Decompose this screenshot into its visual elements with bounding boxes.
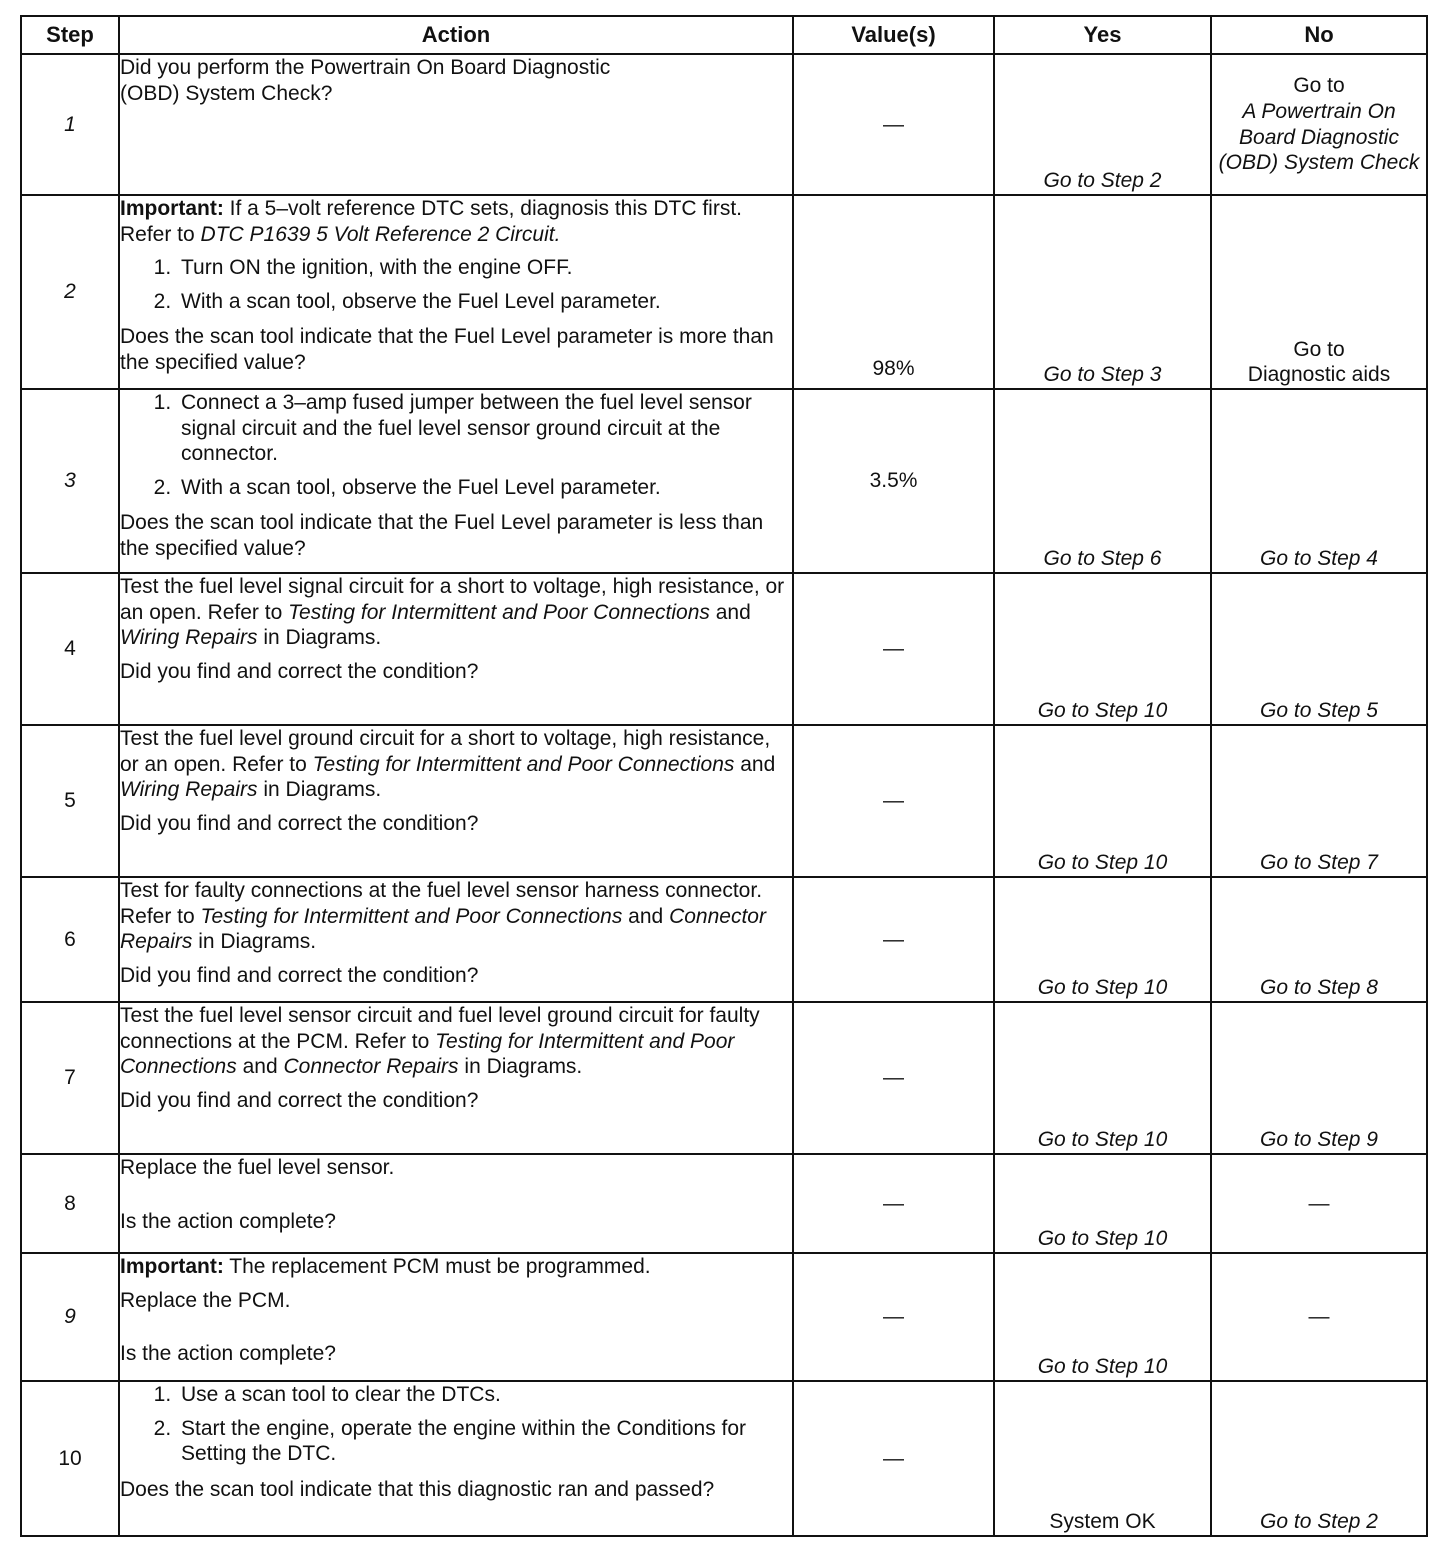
action-text: Did you perform the Powertrain On Board Diagnostic (OBD) System Check? bbox=[120, 56, 611, 105]
important-label: Important: bbox=[120, 197, 224, 220]
reference-link: Testing for Intermittent and Poor Connections bbox=[288, 600, 710, 624]
question-text: Is the action complete? bbox=[120, 1342, 336, 1366]
instruction-list bbox=[120, 255, 792, 314]
action-text bbox=[120, 1003, 792, 1080]
text-run: in Diagrams. bbox=[257, 778, 382, 802]
yes-cell: Go to Step 10 bbox=[994, 573, 1211, 725]
action-text: Replace the PCM. bbox=[120, 1288, 291, 1312]
table-row bbox=[21, 573, 1427, 725]
text-run: in Diagrams. bbox=[458, 1055, 583, 1079]
reference-link: Wiring Repairs bbox=[120, 778, 258, 802]
instruction-list bbox=[120, 390, 792, 500]
important-link: DTC P1639 5 Volt Reference 2 Circuit. bbox=[200, 222, 561, 246]
no-link: A Powertrain On Board Diagnostic (OBD) System Check bbox=[1218, 99, 1420, 175]
no-cell: Go to Step 4 bbox=[1211, 389, 1427, 573]
step-number: 1 bbox=[21, 54, 119, 195]
question-text: Is the action complete? bbox=[120, 1209, 336, 1233]
value-cell: — bbox=[793, 1381, 994, 1536]
header-action: Action bbox=[119, 16, 793, 54]
no-prefix: Go to bbox=[1293, 337, 1345, 361]
header-values: Value(s) bbox=[793, 16, 994, 54]
question-text: Did you find and correct the condition? bbox=[120, 1088, 479, 1112]
diagnostic-table bbox=[20, 15, 1428, 1537]
list-item: 1. Connect a 3–amp fused jumper between the fuel level sensor signal circuit and the fuel level sensor ground circuit at the connector. bbox=[177, 390, 792, 467]
action-text bbox=[120, 878, 792, 955]
value-cell: 98% bbox=[793, 195, 994, 389]
text-run: and bbox=[622, 904, 670, 928]
no-cell: Go to Step 8 bbox=[1211, 877, 1427, 1002]
action-cell bbox=[119, 877, 793, 1002]
action-text bbox=[120, 726, 792, 803]
important-note bbox=[120, 196, 792, 247]
no-cell bbox=[1211, 54, 1427, 195]
action-cell bbox=[119, 1002, 793, 1154]
yes-cell: Go to Step 3 bbox=[994, 195, 1211, 389]
reference-link: Testing for Intermittent and Poor Connections bbox=[200, 904, 623, 928]
yes-cell: Go to Step 10 bbox=[994, 725, 1211, 877]
step-number: 9 bbox=[21, 1253, 119, 1381]
no-cell: Go to Step 5 bbox=[1211, 573, 1427, 725]
text-run: Test the fuel level sensor circuit and fuel level ground circuit for faulty connections at the PCM. Refer to bbox=[120, 1004, 760, 1053]
reference-link: Testing for Intermittent and Poor Connections bbox=[120, 1029, 735, 1079]
value-cell: — bbox=[793, 54, 994, 195]
text-run: and bbox=[709, 600, 751, 624]
important-text: If a 5–volt reference DTC sets, diagnosis this DTC first. Refer to bbox=[120, 197, 743, 246]
important-note bbox=[120, 1254, 792, 1280]
list-item: 2. With a scan tool, observe the Fuel Level parameter. bbox=[177, 475, 792, 501]
no-cell: Go to Step 9 bbox=[1211, 1002, 1427, 1154]
reference-link: Wiring Repairs bbox=[120, 626, 258, 650]
table-row bbox=[21, 1253, 1427, 1381]
step-number: 2 bbox=[21, 195, 119, 389]
reference-link: Testing for Intermittent and Poor Connections bbox=[312, 752, 735, 776]
question-text: Did you find and correct the condition? bbox=[120, 811, 479, 835]
no-cell: Go to Step 7 bbox=[1211, 725, 1427, 877]
yes-cell: Go to Step 2 bbox=[994, 54, 1211, 195]
text-run: in Diagrams. bbox=[192, 930, 317, 954]
text-run: Test the fuel level ground circuit for a short to voltage, high resistance, or an open. Refer to bbox=[120, 727, 771, 776]
step-number: 10 bbox=[21, 1381, 119, 1536]
value-cell: — bbox=[793, 877, 994, 1002]
no-cell: — bbox=[1211, 1154, 1427, 1253]
action-cell bbox=[119, 389, 793, 573]
text-run: in Diagrams. bbox=[257, 626, 382, 650]
table-row bbox=[21, 1154, 1427, 1253]
question-text: Does the scan tool indicate that the Fuel Level parameter is more than the specified value? bbox=[120, 325, 774, 375]
action-text bbox=[120, 574, 792, 651]
header-row bbox=[21, 16, 1427, 54]
step-number: 6 bbox=[21, 877, 119, 1002]
action-cell bbox=[119, 1253, 793, 1381]
action-cell bbox=[119, 573, 793, 725]
value-cell: — bbox=[793, 1253, 994, 1381]
step-number: 3 bbox=[21, 389, 119, 573]
list-item: 2. With a scan tool, observe the Fuel Level parameter. bbox=[177, 289, 792, 315]
yes-cell: Go to Step 10 bbox=[994, 1154, 1211, 1253]
action-cell bbox=[119, 1154, 793, 1253]
table-row bbox=[21, 725, 1427, 877]
text-run: and bbox=[734, 752, 776, 776]
text-run: Test the fuel level signal circuit for a short to voltage, high resistance, or an open. Refer to bbox=[120, 575, 785, 624]
no-cell: — bbox=[1211, 1253, 1427, 1381]
yes-cell: Go to Step 10 bbox=[994, 1002, 1211, 1154]
question-text: Does the scan tool indicate that the Fuel Level parameter is less than the specified value? bbox=[120, 511, 764, 561]
step-number: 7 bbox=[21, 1002, 119, 1154]
yes-cell: Go to Step 10 bbox=[994, 1253, 1211, 1381]
no-prefix: Go to bbox=[1293, 74, 1345, 98]
header-no: No bbox=[1211, 16, 1427, 54]
table-row bbox=[21, 1002, 1427, 1154]
action-cell bbox=[119, 195, 793, 389]
list-item: 2. Start the engine, operate the engine within the Conditions for Setting the DTC. bbox=[177, 1416, 792, 1467]
reference-link: Connector Repairs bbox=[120, 904, 766, 954]
step-number: 4 bbox=[21, 573, 119, 725]
table-row bbox=[21, 1381, 1427, 1536]
yes-cell: Go to Step 10 bbox=[994, 877, 1211, 1002]
action-cell bbox=[119, 54, 793, 195]
yes-cell: System OK bbox=[994, 1381, 1211, 1536]
value-cell: — bbox=[793, 573, 994, 725]
list-item: 1. Turn ON the ignition, with the engine OFF. bbox=[177, 255, 792, 281]
table-row bbox=[21, 389, 1427, 573]
reference-link: Connector Repairs bbox=[283, 1055, 459, 1079]
text-run: Test for faulty connections at the fuel level sensor harness connector. Refer to bbox=[120, 879, 763, 928]
action-cell bbox=[119, 725, 793, 877]
table-row bbox=[21, 54, 1427, 195]
no-link: Diagnostic aids bbox=[1247, 363, 1391, 387]
action-text: Replace the fuel level sensor. bbox=[120, 1156, 395, 1179]
value-cell: — bbox=[793, 1154, 994, 1253]
header-yes: Yes bbox=[994, 16, 1211, 54]
yes-cell: Go to Step 6 bbox=[994, 389, 1211, 573]
question-text: Did you find and correct the condition? bbox=[120, 659, 479, 683]
list-item: 1. Use a scan tool to clear the DTCs. bbox=[177, 1382, 792, 1408]
question-text: Does the scan tool indicate that this diagnostic ran and passed? bbox=[120, 1477, 715, 1501]
header-step: Step bbox=[21, 16, 119, 54]
value-cell: 3.5% bbox=[793, 389, 994, 573]
value-cell: — bbox=[793, 725, 994, 877]
step-number: 8 bbox=[21, 1154, 119, 1253]
action-cell bbox=[119, 1381, 793, 1536]
important-text: The replacement PCM must be programmed. bbox=[223, 1255, 651, 1278]
table-row bbox=[21, 195, 1427, 389]
step-number: 5 bbox=[21, 725, 119, 877]
instruction-list bbox=[120, 1382, 792, 1467]
no-cell bbox=[1211, 195, 1427, 389]
no-cell: Go to Step 2 bbox=[1211, 1381, 1427, 1536]
text-run: and bbox=[236, 1055, 284, 1079]
question-text: Did you find and correct the condition? bbox=[120, 963, 479, 987]
table-row bbox=[21, 877, 1427, 1002]
important-label: Important: bbox=[120, 1255, 224, 1278]
value-cell: — bbox=[793, 1002, 994, 1154]
